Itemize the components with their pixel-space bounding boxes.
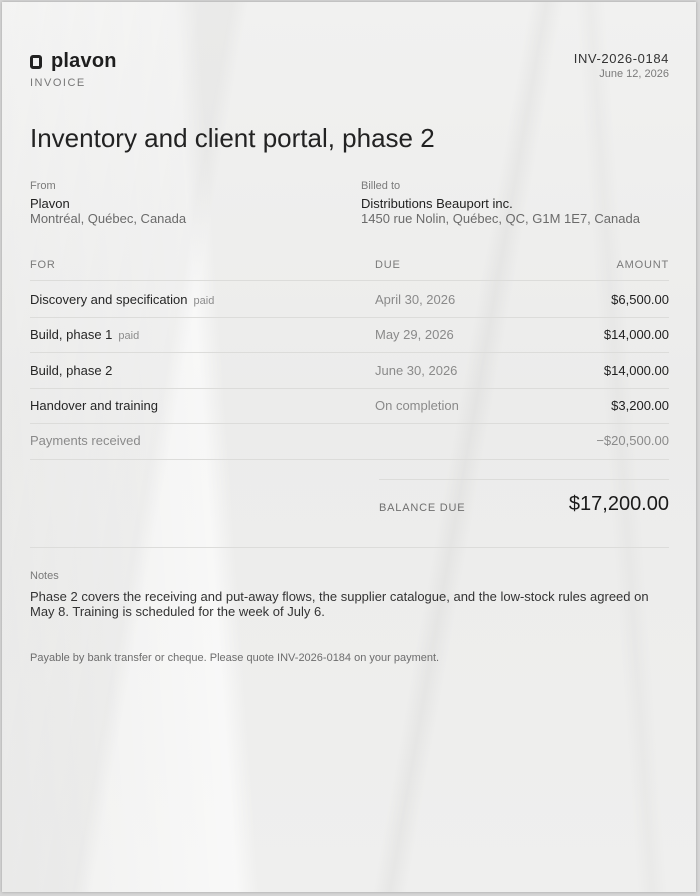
payments-received-amount: −$20,500.00 [596,433,669,448]
document-type: INVOICE [30,77,86,89]
balance-due-amount: $17,200.00 [568,493,669,515]
balance-divider [379,479,669,480]
column-header-for: FOR [30,259,56,271]
row-divider [30,388,669,389]
table-row [30,398,158,413]
payment-instructions: Payable by bank transfer or cheque. Please quote INV-2026-0184 on your payment. [30,652,440,664]
brand-name: plavon [51,50,117,72]
row-divider [30,352,669,353]
billed-to-address: 1450 rue Nolin, Québec, QC, G1M 1E7, Canada [361,211,640,226]
invoice-number: INV-2026-0184 [573,51,669,66]
line-item-amount: $14,000.00 [603,327,669,342]
from-label: From [30,180,56,192]
logo-icon [30,55,42,69]
line-item-description: Build, phase 2 [30,363,113,378]
invoice-date: June 12, 2026 [599,68,669,80]
line-item-description: Handover and training [30,398,158,413]
billed-to-name: Distributions Beauport inc. [361,196,513,211]
column-header-amount: AMOUNT [616,259,669,271]
brand-logo [30,50,117,73]
row-divider [30,459,669,460]
line-item-due: May 29, 2026 [375,327,454,342]
row-divider [30,317,669,318]
paid-tag: paid [118,330,140,342]
notes-text: Phase 2 covers the receiving and put-away flows, the supplier catalogue, and the low-stock rules agreed on May 8. Training is scheduled for the week of July 6. [30,589,649,619]
notes-label: Notes [30,570,59,582]
line-item-due: On completion [375,398,459,413]
table-row [30,327,139,342]
table-header-divider [30,280,669,281]
billed-to-label: Billed to [361,180,401,192]
paid-tag: paid [193,295,215,307]
line-item-due: April 30, 2026 [375,292,456,307]
table-row [30,363,112,378]
row-divider [30,423,669,424]
payments-received-label: Payments received [30,433,141,448]
line-item-amount: $14,000.00 [603,363,669,378]
balance-due-label: BALANCE DUE [379,502,466,514]
line-item-due: June 30, 2026 [375,363,458,378]
section-divider [30,547,669,548]
line-item-description: Build, phase 1 [30,327,113,342]
line-item-description: Discovery and specification [30,292,188,307]
table-row [30,292,214,307]
invoice-page [2,2,696,892]
column-header-due: DUE [375,259,401,271]
line-item-amount: $6,500.00 [611,292,669,307]
from-name: Plavon [30,196,70,211]
line-item-amount: $3,200.00 [611,398,669,413]
invoice-title: Inventory and client portal, phase 2 [30,123,435,153]
from-address: Montréal, Québec, Canada [30,211,187,226]
